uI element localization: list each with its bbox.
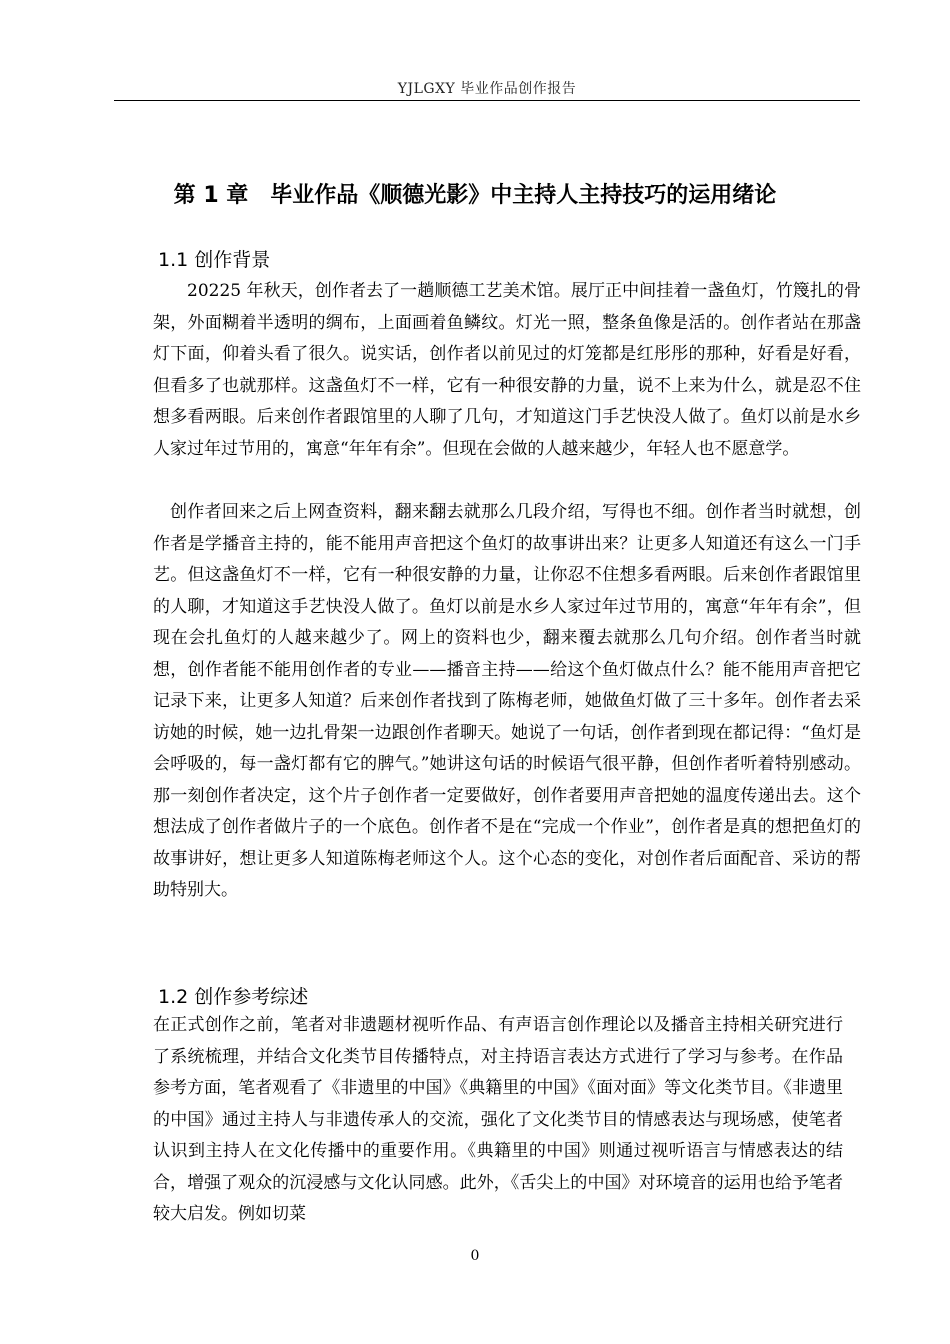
body-paragraph-3: 在正式创作之前，笔者对非遗题材视听作品、有声语言创作理论以及播音主持相关研究进行了系统梳理，并结合文化类节目传播特点，对主持语言表达方式进行了学习与参考。在作品参考方面，笔者观看了《非遗里的中国》《典籍里的中国》《面对面》等文化类节目。《非遗里的中国》通过主持人与非遗传承人的交流，强化了文化类节目的情感表达与现场感，使笔者认识到主持人在文化传播中的重要作用。《典籍里的中国》则通过视听语言与情感表达的结合，增强了观众的沉浸感与文化认同感。此外，《舌尖上的中国》对环境音的运用也给予笔者较大启发。例如切菜 (153, 1015, 843, 1224)
section-heading-1-1: 1.1 创作背景 (158, 249, 271, 271)
chapter-title: 第 1 章 毕业作品《顺德光影》中主持人主持技巧的运用绪论 (173, 183, 777, 208)
running-header: YJLGXY 毕业作品创作报告 (397, 81, 577, 97)
section-heading-1-2: 1.2 创作参考综述 (158, 986, 309, 1008)
page-number: 0 (470, 1248, 480, 1264)
header-divider (114, 100, 860, 101)
body-paragraph-2: 创作者回来之后上网查资料，翻来翻去就那么几段介绍，写得也不细。创作者当时就想，创作者是学播音主持的，能不能用声音把这个鱼灯的故事讲出来？让更多人知道还有这么一门手艺。但这盏鱼灯不一样，它有一种很安静的力量，让你忍不住想多看两眼。后来创作者跟馆里的人聊，才知道这手艺快没人做了。鱼灯以前是水乡人家过年过节用的，寓意“年年有余”，但现在会扎鱼灯的人越来越少了。网上的资料也少，翻来覆去就那么几句介绍。创作者当时就想，创作者能不能用创作者的专业——播音主持——给这个鱼灯做点什么？能不能用声音把它记录下来，让更多人知道？后来创作者找到了陈梅老师，她做鱼灯做了三十多年。创作者去采访她的时候，她一边扎骨架一边跟创作者聊天。她说了一句话，创作者到现在都记得：“鱼灯是会呼吸的，每一盏灯都有它的脾气。”她讲这句话的时候语气很平静，但创作者听着特别感动。那一刻创作者决定，这个片子创作者一定要做好，创作者要用声音把她的温度传递出去。这个想法成了创作者做片子的一个底色。创作者不是在“完成一个作业”，创作者是真的想把鱼灯的故事讲好，想让更多人知道陈梅老师这个人。这个心态的变化，对创作者后面配音、采访的帮助特别大。 (153, 502, 861, 900)
body-paragraph-1: 20225 年秋天，创作者去了一趟顺德工艺美术馆。展厅正中间挂着一盏鱼灯，竹篾扎的骨架，外面糊着半透明的绸布，上面画着鱼鳞纹。灯光一照，整条鱼像是活的。创作者站在那盏灯下面，仰着头看了很久。说实话，创作者以前见过的灯笼都是红彤彤的那种，好看是好看，但看多了也就那样。这盏鱼灯不一样，它有一种很安静的力量，说不上来为什么，就是忍不住想多看两眼。后来创作者跟馆里的人聊了几句，才知道这门手艺快没人做了。鱼灯以前是水乡人家过年过节用的，寓意“年年有余”。但现在会做的人越来越少，年轻人也不愿意学。 (153, 281, 861, 459)
